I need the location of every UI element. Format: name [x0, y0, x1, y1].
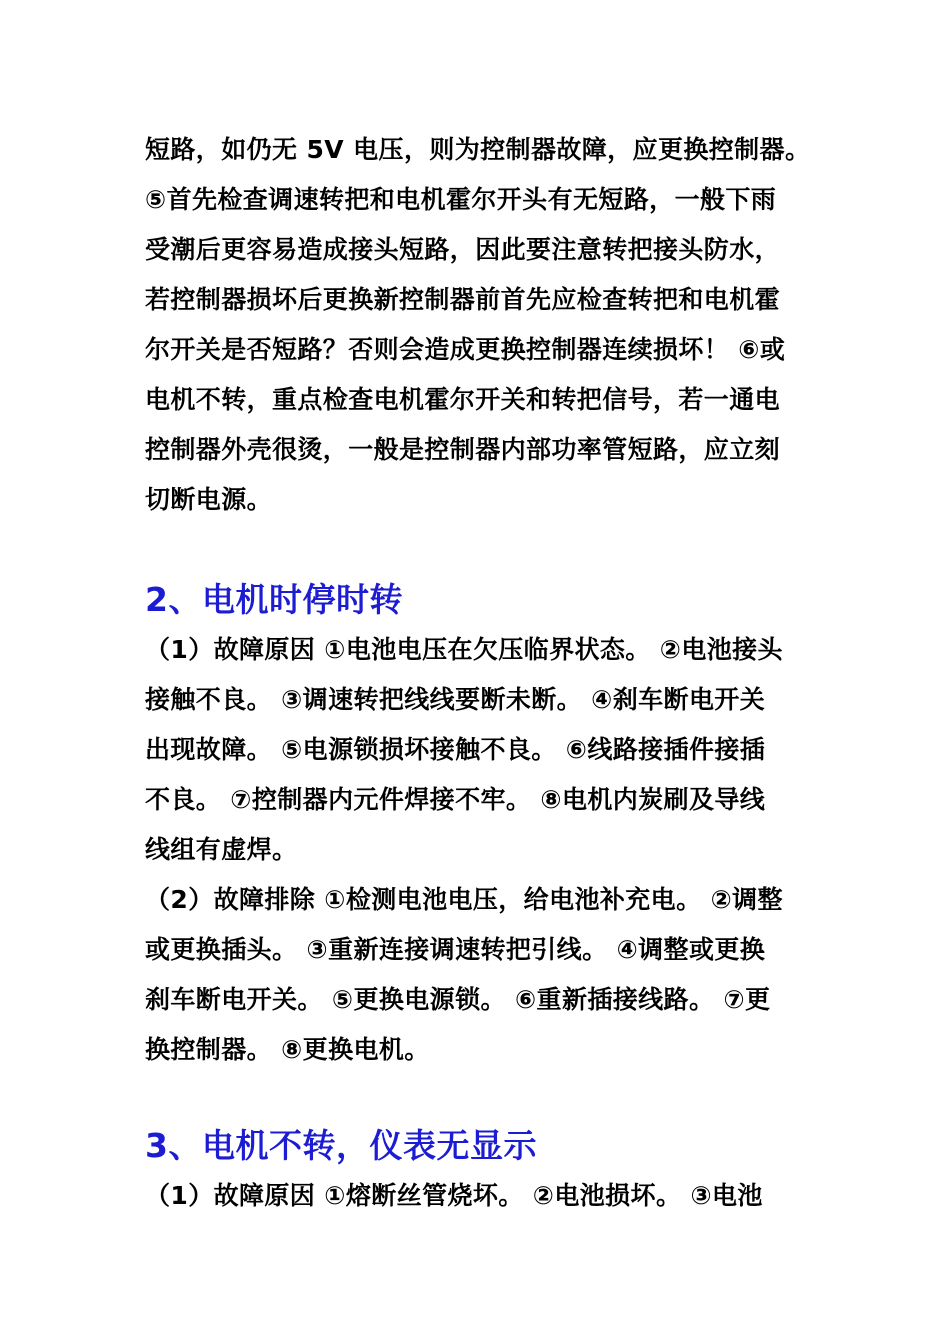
paragraph-line: 换控制器。 ⑧更换电机。	[145, 1035, 430, 1064]
section-heading-3: 3、电机不转，仪表无显示	[145, 1126, 537, 1165]
paragraph-line: 电机不转，重点检查电机霍尔开关和转把信号，若一通电	[145, 385, 781, 414]
paragraph-line: 接触不良。 ③调速转把线线要断未断。 ④刹车断电开关	[145, 685, 766, 714]
paragraph-line: ⑤首先检查调速转把和电机霍尔开头有无短路，一般下雨	[145, 185, 777, 214]
paragraph-line: 切断电源。	[145, 485, 273, 514]
paragraph-line: （1）故障原因 ①熔断丝管烧坏。 ②电池损坏。 ③电池	[145, 1181, 763, 1210]
paragraph-line: 尔开关是否短路？否则会造成更换控制器连续损坏！ ⑥或	[145, 335, 786, 364]
paragraph-line: （2）故障排除 ①检测电池电压，给电池补充电。 ②调整	[145, 885, 783, 914]
paragraph-line: 刹车断电开关。 ⑤更换电源锁。 ⑥重新插接线路。 ⑦更	[145, 985, 771, 1014]
paragraph-line: 不良。 ⑦控制器内元件焊接不牢。 ⑧电机内炭刷及导线	[145, 785, 766, 814]
paragraph-line: 线组有虚焊。	[145, 835, 298, 864]
paragraph-line: 控制器外壳很烫，一般是控制器内部功率管短路，应立刻	[145, 435, 781, 464]
paragraph-line: 受潮后更容易造成接头短路，因此要注意转把接头防水，	[145, 235, 781, 264]
paragraph-line: 短路，如仍无 5V 电压，则为控制器故障，应更换控制器。	[145, 135, 811, 164]
paragraph-line: （1）故障原因 ①电池电压在欠压临界状态。 ②电池接头	[145, 635, 783, 664]
paragraph-line: 若控制器损坏后更换新控制器前首先应检查转把和电机霍	[145, 285, 781, 314]
paragraph-line: 出现故障。 ⑤电源锁损坏接触不良。 ⑥线路接插件接插	[145, 735, 766, 764]
section-heading-2: 2、电机时停时转	[145, 580, 403, 619]
paragraph-line: 或更换插头。 ③重新连接调速转把引线。 ④调整或更换	[145, 935, 766, 964]
